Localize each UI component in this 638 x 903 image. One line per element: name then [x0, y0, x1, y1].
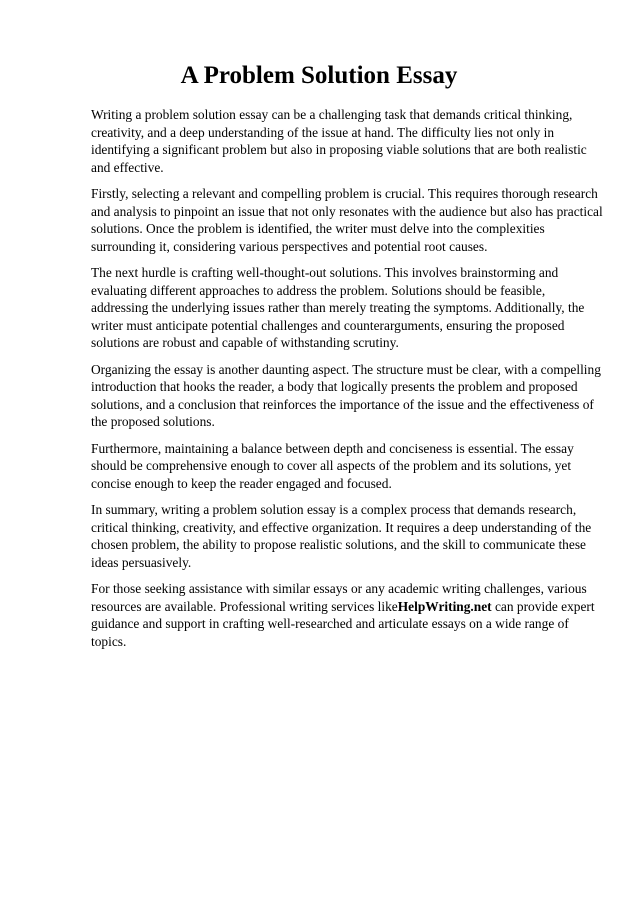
helpwriting-link[interactable]: HelpWriting.net — [397, 598, 492, 614]
closing-text-before: For those seeking assistance with similar essays or any academic writing challenges, various resources are available. Professional writing services like — [91, 581, 587, 614]
paragraph-summary: In summary, writing a problem solution essay is a complex process that demands research, critical thinking, creativity, and effective organization. It requires a deep understanding of the chosen problem, the ability to propose realistic solutions, and the skill to communicate these ideas persuasively. — [91, 502, 592, 570]
page-title: A Problem Solution Essay — [180, 62, 458, 89]
paragraph-solutions: The next hurdle is crafting well-thought-out solutions. This involves brainstorming and evaluating different approaches to address the problem. Solutions should be feasible, addressing the underlying issues rather than merely treating the symptoms. Additionally, the writer must anticipate potential challenges and counterarguments, ensuring the proposed solutions are robust and capable of withstanding scrutiny. — [91, 265, 585, 350]
essay-body — [91, 106, 603, 659]
paragraph-intro: Writing a problem solution essay can be a challenging task that demands critical thinking, creativity, and a deep understanding of the issue at hand. The difficulty lies not only in identifying a significant problem but also in proposing viable solutions that are both realistic and effective. — [91, 107, 587, 175]
paragraph-problem-selection: Firstly, selecting a relevant and compelling problem is crucial. This requires thorough research and analysis to pinpoint an issue that not only resonates with the audience but also has practical solutions. Once the problem is identified, the writer must delve into the complexities surrounding it, considering various perspectives and potential root causes. — [91, 186, 603, 254]
paragraph-balance: Furthermore, maintaining a balance between depth and conciseness is essential. The essay should be comprehensive enough to cover all aspects of the problem and its solutions, yet concise enough to keep the reader engaged and focused. — [91, 440, 574, 491]
closing-text-after: can provide expert guidance and support in crafting well-researched and articulate essays on a wide range of topics. — [91, 598, 595, 649]
paragraph-organization: Organizing the essay is another daunting aspect. The structure must be clear, with a compelling introduction that hooks the reader, a body that logically presents the problem and proposed solutions, and a conclusion that reinforces the importance of the issue and the effectiveness of the proposed solutions. — [91, 361, 601, 429]
paragraph-closing — [91, 580, 603, 650]
